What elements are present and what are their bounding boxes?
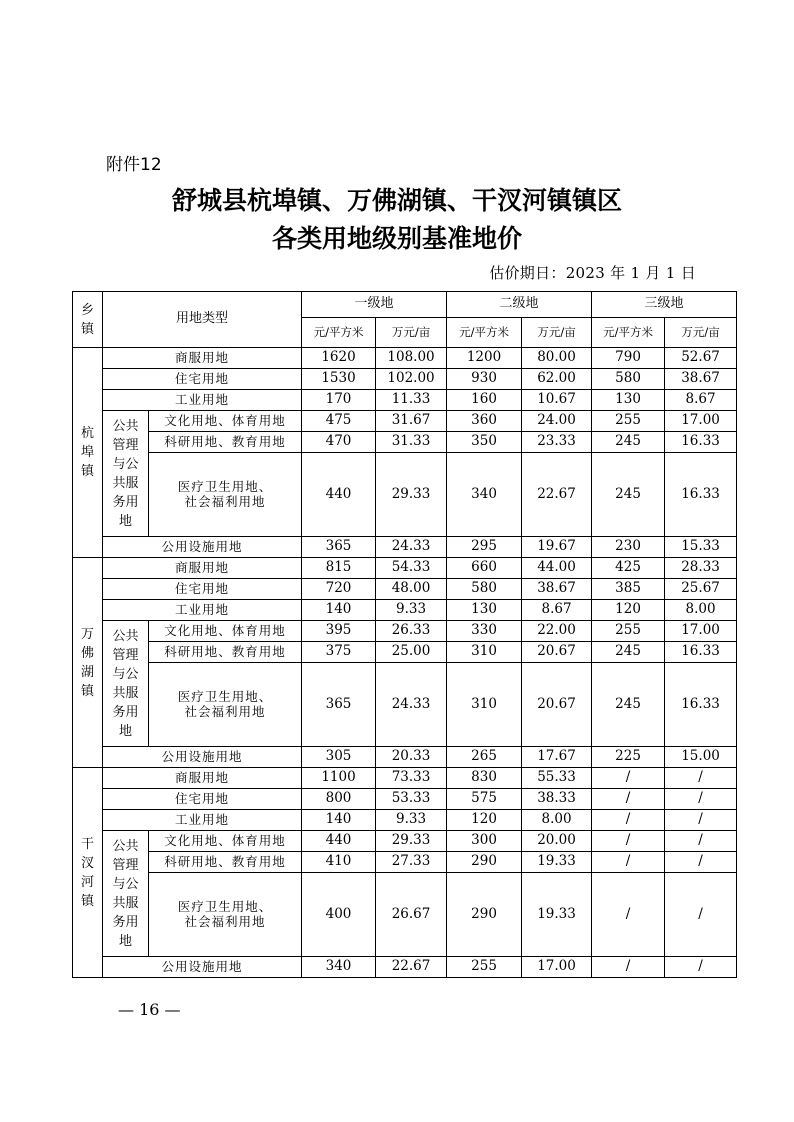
price-per-sqm-cell: 310	[447, 642, 522, 663]
header-unit-sqm: 元/平方米	[447, 318, 522, 348]
header-unit-mu: 万元/亩	[665, 318, 737, 348]
price-per-mu-cell: /	[665, 768, 737, 789]
price-per-mu-cell: 38.67	[522, 579, 592, 600]
price-per-sqm-cell: 360	[447, 411, 522, 432]
price-per-mu-cell: 15.00	[665, 747, 737, 768]
header-unit-sqm: 元/平方米	[592, 318, 665, 348]
land-type-residential: 住宅用地	[103, 789, 302, 810]
price-per-sqm-cell: 130	[447, 600, 522, 621]
price-per-mu-cell: 24.33	[376, 663, 447, 747]
table-row	[73, 831, 737, 852]
price-per-mu-cell: 16.33	[665, 432, 737, 453]
price-per-sqm-cell: 140	[302, 810, 376, 831]
price-per-mu-cell: 54.33	[376, 558, 447, 579]
price-per-sqm-cell: /	[592, 852, 665, 873]
price-per-mu-cell: 20.67	[522, 642, 592, 663]
price-per-sqm-cell: 245	[592, 663, 665, 747]
price-per-mu-cell: 10.67	[522, 390, 592, 411]
document-title-line2: 各类用地级别基准地价	[271, 224, 522, 253]
land-type-commercial: 商服用地	[103, 558, 302, 579]
table-row	[73, 348, 737, 369]
land-type-medical: 医疗卫生用地、 社会福利用地	[149, 453, 302, 537]
price-per-sqm-cell: 425	[592, 558, 665, 579]
price-per-sqm-cell: 365	[302, 537, 376, 558]
land-type-culture: 文化用地、体育用地	[149, 411, 302, 432]
price-per-sqm-cell: 300	[447, 831, 522, 852]
price-per-mu-cell: 8.00	[665, 600, 737, 621]
price-per-mu-cell: 16.33	[665, 453, 737, 537]
price-per-mu-cell: 9.33	[376, 810, 447, 831]
price-per-mu-cell: 38.67	[665, 369, 737, 390]
land-type-residential: 住宅用地	[103, 579, 302, 600]
header-unit-mu: 万元/亩	[376, 318, 447, 348]
land-type-commercial: 商服用地	[103, 348, 302, 369]
public-group-cell: 公共管理与公共服务用地	[103, 621, 149, 747]
price-per-mu-cell: 53.33	[376, 789, 447, 810]
price-per-mu-cell: 108.00	[376, 348, 447, 369]
table-row	[73, 852, 737, 873]
price-per-sqm-cell: 400	[302, 873, 376, 957]
price-per-sqm-cell: 160	[447, 390, 522, 411]
price-per-sqm-cell: 255	[592, 411, 665, 432]
table-row	[73, 411, 737, 432]
table-row	[73, 747, 737, 768]
table-row	[73, 663, 737, 747]
price-per-sqm-cell: 440	[302, 831, 376, 852]
price-per-sqm-cell: 1100	[302, 768, 376, 789]
table-row	[73, 390, 737, 411]
price-per-mu-cell: 25.00	[376, 642, 447, 663]
table-row	[73, 642, 737, 663]
price-per-sqm-cell: 290	[447, 873, 522, 957]
price-per-mu-cell: 16.33	[665, 663, 737, 747]
price-per-sqm-cell: 440	[302, 453, 376, 537]
public-group-cell: 公共管理与公共服务用地	[103, 831, 149, 957]
price-per-mu-cell: 62.00	[522, 369, 592, 390]
price-per-mu-cell: 26.67	[376, 873, 447, 957]
price-per-sqm-cell: 720	[302, 579, 376, 600]
table-row	[73, 873, 737, 957]
price-per-sqm-cell: 245	[592, 432, 665, 453]
table-row	[73, 789, 737, 810]
price-per-mu-cell: /	[665, 831, 737, 852]
price-per-sqm-cell: /	[592, 768, 665, 789]
price-per-mu-cell: /	[665, 852, 737, 873]
price-per-sqm-cell: 245	[592, 453, 665, 537]
price-per-sqm-cell: 385	[592, 579, 665, 600]
price-per-mu-cell: 8.67	[522, 600, 592, 621]
land-type-culture: 文化用地、体育用地	[149, 831, 302, 852]
land-type-medical: 医疗卫生用地、 社会福利用地	[149, 873, 302, 957]
price-per-sqm-cell: 310	[447, 663, 522, 747]
land-type-research: 科研用地、教育用地	[149, 852, 302, 873]
price-per-mu-cell: 17.00	[665, 411, 737, 432]
price-per-mu-cell: 48.00	[376, 579, 447, 600]
land-type-commercial: 商服用地	[103, 768, 302, 789]
price-per-mu-cell: 19.67	[522, 537, 592, 558]
price-per-sqm-cell: 930	[447, 369, 522, 390]
price-per-mu-cell: 26.33	[376, 621, 447, 642]
price-per-mu-cell: 20.00	[522, 831, 592, 852]
price-per-sqm-cell: 575	[447, 789, 522, 810]
land-type-industrial: 工业用地	[103, 390, 302, 411]
header-unit-sqm: 元/平方米	[302, 318, 376, 348]
price-per-mu-cell: 11.33	[376, 390, 447, 411]
price-per-mu-cell: 17.00	[665, 621, 737, 642]
price-per-mu-cell: 22.67	[376, 957, 447, 978]
land-type-industrial: 工业用地	[103, 600, 302, 621]
table-row	[73, 432, 737, 453]
price-per-mu-cell: 31.67	[376, 411, 447, 432]
price-per-mu-cell: 80.00	[522, 348, 592, 369]
price-per-mu-cell: 102.00	[376, 369, 447, 390]
price-per-sqm-cell: 410	[302, 852, 376, 873]
price-per-sqm-cell: 800	[302, 789, 376, 810]
header-grade-1: 一级地	[302, 292, 447, 318]
price-per-mu-cell: 31.33	[376, 432, 447, 453]
land-type-culture: 文化用地、体育用地	[149, 621, 302, 642]
price-per-sqm-cell: 255	[592, 621, 665, 642]
table-row	[73, 768, 737, 789]
table-row	[73, 537, 737, 558]
price-per-sqm-cell: 790	[592, 348, 665, 369]
price-per-sqm-cell: 225	[592, 747, 665, 768]
price-per-mu-cell: 19.33	[522, 852, 592, 873]
price-per-mu-cell: 17.67	[522, 747, 592, 768]
header-unit-mu: 万元/亩	[522, 318, 592, 348]
price-per-sqm-cell: 140	[302, 600, 376, 621]
price-per-sqm-cell: 295	[447, 537, 522, 558]
price-per-mu-cell: 44.00	[522, 558, 592, 579]
document-title-line1: 舒城县杭埠镇、万佛湖镇、干汊河镇镇区	[171, 186, 622, 215]
price-per-sqm-cell: /	[592, 873, 665, 957]
valuation-date: 估价期日：2023 年 1 月 1 日	[489, 264, 696, 282]
town-name-cell: 万佛湖镇	[73, 558, 103, 768]
price-per-sqm-cell: 580	[592, 369, 665, 390]
price-per-sqm-cell: 330	[447, 621, 522, 642]
price-per-mu-cell: /	[665, 810, 737, 831]
price-per-mu-cell: 22.00	[522, 621, 592, 642]
price-per-sqm-cell: 365	[302, 663, 376, 747]
price-per-sqm-cell: /	[592, 789, 665, 810]
price-per-sqm-cell: 475	[302, 411, 376, 432]
land-type-utility: 公用设施用地	[103, 957, 302, 978]
price-per-mu-cell: 55.33	[522, 768, 592, 789]
price-per-sqm-cell: 245	[592, 642, 665, 663]
price-per-sqm-cell: 1620	[302, 348, 376, 369]
price-per-sqm-cell: 830	[447, 768, 522, 789]
attachment-label: 附件12	[106, 155, 162, 175]
price-per-sqm-cell: 340	[302, 957, 376, 978]
price-per-mu-cell: 24.33	[376, 537, 447, 558]
table-row	[73, 621, 737, 642]
price-per-mu-cell: 38.33	[522, 789, 592, 810]
price-per-sqm-cell: 290	[447, 852, 522, 873]
header-land-type: 用地类型	[103, 292, 302, 348]
land-type-utility: 公用设施用地	[103, 537, 302, 558]
land-type-utility: 公用设施用地	[103, 747, 302, 768]
header-grade-3: 三级地	[592, 292, 737, 318]
land-type-research: 科研用地、教育用地	[149, 432, 302, 453]
price-per-mu-cell: /	[665, 957, 737, 978]
price-per-sqm-cell: 120	[592, 600, 665, 621]
land-price-table	[72, 291, 737, 978]
price-per-mu-cell: 8.00	[522, 810, 592, 831]
price-per-mu-cell: 16.33	[665, 642, 737, 663]
public-group-cell: 公共管理与公共服务用地	[103, 411, 149, 537]
table-row	[73, 369, 737, 390]
price-per-mu-cell: 52.67	[665, 348, 737, 369]
price-per-mu-cell: 20.67	[522, 663, 592, 747]
price-per-sqm-cell: 170	[302, 390, 376, 411]
price-per-sqm-cell: 580	[447, 579, 522, 600]
price-per-sqm-cell: 395	[302, 621, 376, 642]
table-row	[73, 453, 737, 537]
price-per-mu-cell: 17.00	[522, 957, 592, 978]
price-per-sqm-cell: 470	[302, 432, 376, 453]
price-per-sqm-cell: /	[592, 810, 665, 831]
table-row	[73, 600, 737, 621]
price-per-sqm-cell: 350	[447, 432, 522, 453]
price-per-mu-cell: 27.33	[376, 852, 447, 873]
price-per-sqm-cell: 1200	[447, 348, 522, 369]
price-per-mu-cell: 23.33	[522, 432, 592, 453]
price-per-sqm-cell: 1530	[302, 369, 376, 390]
price-per-sqm-cell: 130	[592, 390, 665, 411]
price-per-mu-cell: 24.00	[522, 411, 592, 432]
price-per-mu-cell: 25.67	[665, 579, 737, 600]
price-per-mu-cell: 8.67	[665, 390, 737, 411]
town-name-cell: 干汊河镇	[73, 768, 103, 978]
price-per-mu-cell: 29.33	[376, 831, 447, 852]
price-per-sqm-cell: 255	[447, 957, 522, 978]
table-row	[73, 579, 737, 600]
price-per-mu-cell: /	[665, 789, 737, 810]
price-per-mu-cell: 22.67	[522, 453, 592, 537]
town-name-cell: 杭埠镇	[73, 348, 103, 558]
price-per-sqm-cell: /	[592, 831, 665, 852]
header-town: 乡镇	[73, 292, 103, 348]
price-per-mu-cell: 29.33	[376, 453, 447, 537]
price-per-sqm-cell: 375	[302, 642, 376, 663]
table-row	[73, 957, 737, 978]
price-per-sqm-cell: 265	[447, 747, 522, 768]
header-grade-2: 二级地	[447, 292, 592, 318]
price-per-mu-cell: 28.33	[665, 558, 737, 579]
price-per-sqm-cell: 305	[302, 747, 376, 768]
table-row	[73, 558, 737, 579]
table-row	[73, 810, 737, 831]
price-per-mu-cell: 73.33	[376, 768, 447, 789]
price-per-sqm-cell: 660	[447, 558, 522, 579]
page-number: — 16 —	[118, 1000, 181, 1019]
land-type-medical: 医疗卫生用地、 社会福利用地	[149, 663, 302, 747]
price-per-mu-cell: 15.33	[665, 537, 737, 558]
land-type-research: 科研用地、教育用地	[149, 642, 302, 663]
land-type-residential: 住宅用地	[103, 369, 302, 390]
price-per-mu-cell: 9.33	[376, 600, 447, 621]
price-per-sqm-cell: 230	[592, 537, 665, 558]
price-per-sqm-cell: /	[592, 957, 665, 978]
price-per-sqm-cell: 120	[447, 810, 522, 831]
price-per-sqm-cell: 340	[447, 453, 522, 537]
land-type-industrial: 工业用地	[103, 810, 302, 831]
price-per-mu-cell: 20.33	[376, 747, 447, 768]
price-per-sqm-cell: 815	[302, 558, 376, 579]
price-per-mu-cell: 19.33	[522, 873, 592, 957]
price-per-mu-cell: /	[665, 873, 737, 957]
